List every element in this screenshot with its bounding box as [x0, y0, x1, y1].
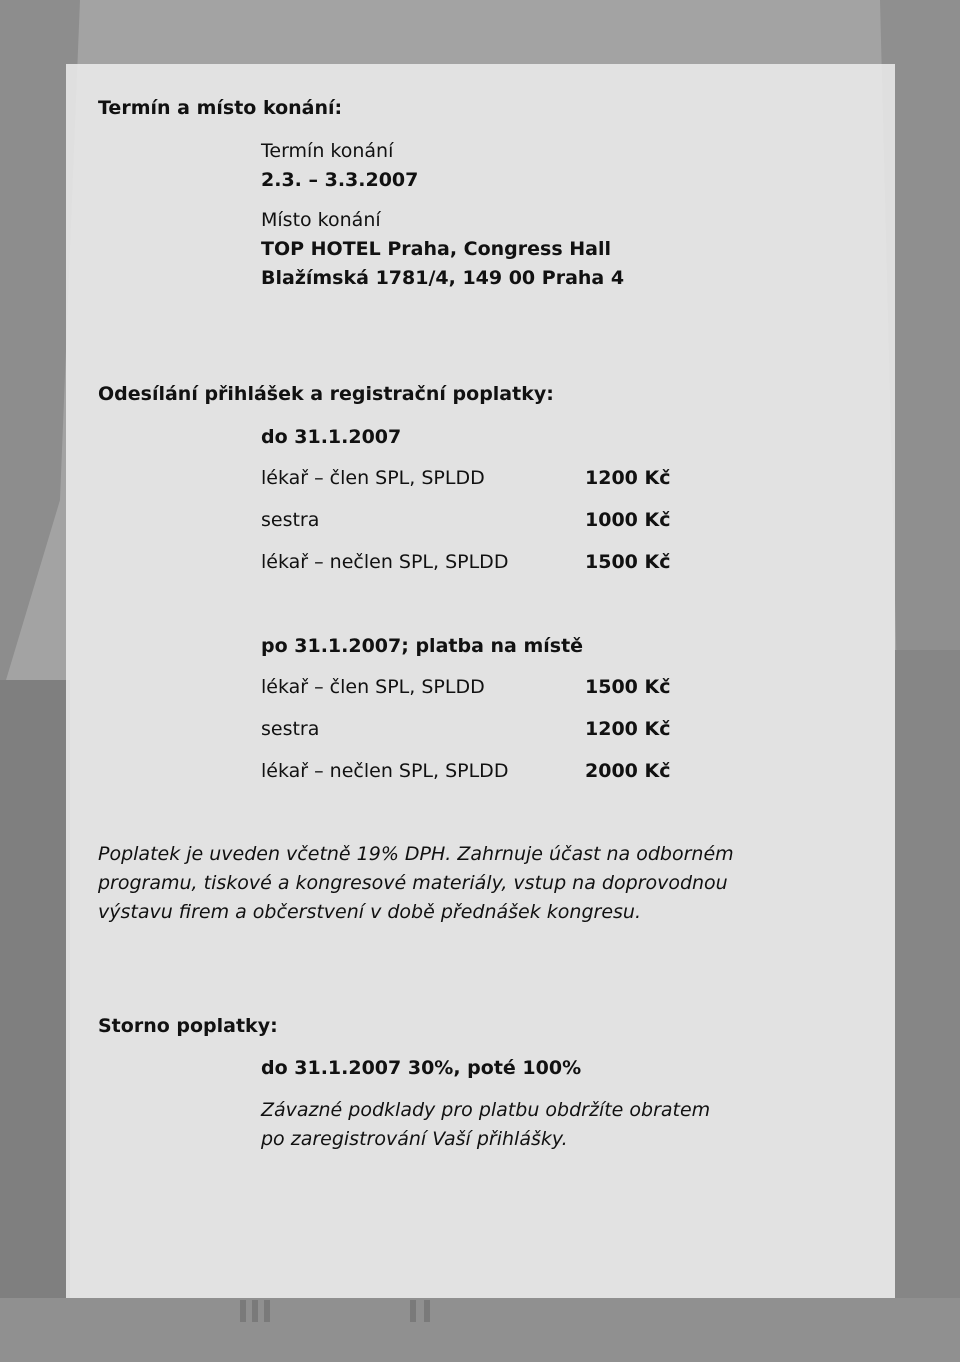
place-label: Místo konání [261, 209, 381, 231]
cancellation-terms: do 31.1.2007 30%, poté 100% [261, 1057, 582, 1079]
place-name: TOP HOTEL Praha, Congress Hall [261, 238, 612, 260]
fee-row-label: lékař – nečlen SPL, SPLDD [261, 760, 509, 782]
fee-note-line: programu, tiskové a kongresové materiály, vstup na doprovodnou [98, 872, 728, 894]
fee-row-price: 2000 Kč [585, 760, 671, 782]
early-period-title: do 31.1.2007 [261, 426, 402, 448]
fee-row-price: 1000 Kč [585, 509, 671, 531]
term-label: Termín konání [261, 140, 394, 162]
section-heading-registration-fees: Odesílání přihlášek a registrační poplatky: [98, 383, 554, 405]
fee-row-label: lékař – člen SPL, SPLDD [261, 467, 485, 489]
fee-row-price: 1200 Kč [585, 718, 671, 740]
term-value: 2.3. – 3.3.2007 [261, 169, 419, 191]
section-heading-cancellation: Storno poplatky: [98, 1015, 278, 1037]
fee-note-line: výstavu firem a občerstvení v době přednášek kongresu. [98, 901, 641, 923]
fee-row-label: sestra [261, 509, 320, 531]
cancellation-note-line: Závazné podklady pro platbu obdržíte obratem [261, 1099, 711, 1121]
section-heading-term-place: Termín a místo konání: [98, 97, 343, 119]
fee-row-price: 1500 Kč [585, 551, 671, 573]
cancellation-note-line: po zaregistrování Vaší přihlášky. [261, 1128, 568, 1150]
fee-row-price: 1500 Kč [585, 676, 671, 698]
late-period-title: po 31.1.2007; platba na místě [261, 635, 584, 657]
fee-row-price: 1200 Kč [585, 467, 671, 489]
fee-row-label: lékař – člen SPL, SPLDD [261, 676, 485, 698]
fee-row-label: lékař – nečlen SPL, SPLDD [261, 551, 509, 573]
fee-note-line: Poplatek je uveden včetně 19% DPH. Zahrnuje účast na odborném [98, 843, 734, 865]
place-address: Blažímská 1781/4, 149 00 Praha 4 [261, 267, 625, 289]
fee-row-label: sestra [261, 718, 320, 740]
